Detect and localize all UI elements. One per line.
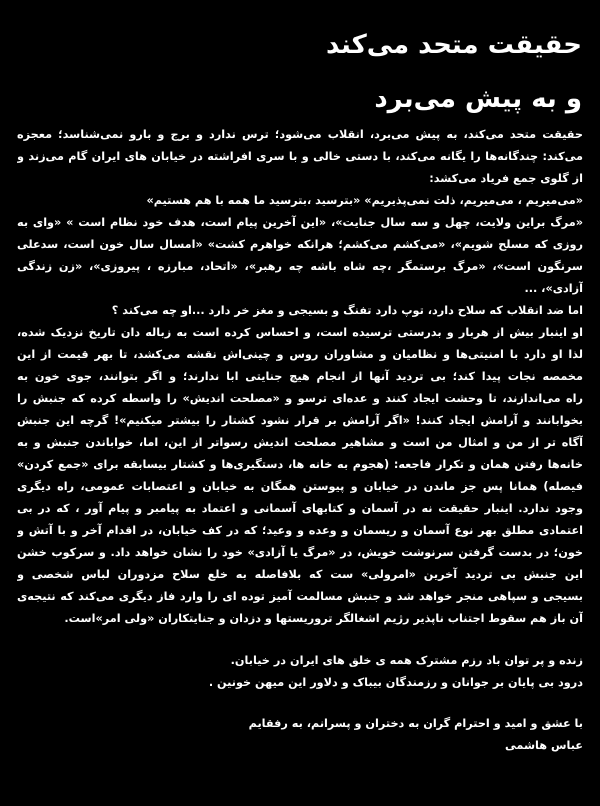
body-line: روزی که مسلح شویم»، «می‌کشم می‌کشم؛ هرانکه خواهرم کشت» «امسال سال خون است، سدعلی	[17, 238, 583, 251]
body-line: بخوابانند و آرامش ایجاد کنند! «اگر آرامش بر قرار نشود کشتار را بیشتر میکنیم»! گرچه این جنبش	[17, 414, 583, 427]
body-line: اما ضد انقلاب که سلاح دارد، توپ دارد تفنگ و بسیجی و مغز خر دارد ...او چه می‌کند ؟	[111, 304, 583, 317]
body-line: آگاه تر از من و امثال من است و مشاهیر مصلحت اندیش رسواتر از این، اما، خواباندن جنبش و به	[17, 436, 583, 449]
body-line: «می‌میریم ، می‌میریم، ذلت نمی‌پذیریم» «بترسید ،بترسید ما همه با هم هستیم»	[146, 194, 583, 207]
body-line: از گلوی جمع فریاد می‌کشد:	[429, 172, 583, 185]
body-line: «مرگ براین ولایت، چهل و سه سال جنایت»، «این آخرین پیام است، هدف خود نظام است » «وای به	[17, 216, 583, 229]
body-line: سرنگون است»، «مرگ برستمگر ،چه شاه باشه چه رهبر»، «اتحاد، مبارزه ، پیروزی»، «زن زندگی	[17, 260, 583, 273]
signature-block	[17, 713, 583, 757]
headline-line-2: و به پیش می‌برد	[374, 84, 582, 114]
article-body	[17, 124, 583, 757]
body-line: وجود ندارد. اینبار حقیقت نه در آسمان و کتابهای آسمانی و اعتماد به پیامبر و پیام آور ، که در بی	[17, 502, 583, 515]
body-line: راه می‌اندازند، تا وحشت ایجاد کنند و عده‌ای ترسو و «مصلحت اندیش» را واسطه کرده که جنبش را	[17, 392, 583, 405]
body-line: آزادی»، ...	[524, 282, 583, 295]
body-line: خانه‌ها رفتن همان و تکرار فاجعه: (هجوم به خانه ها، دستگیری‌ها و کشتار بیسابقه برای «جمع کردن»	[17, 458, 583, 471]
body-line: خون؛ در بدست گرفتن سرنوشت خویش، در «مرگ یا آزادی» خود را نشان خواهد داد. و سرکوب خشن	[17, 546, 583, 559]
body-line: حقیقت متحد می‌کند، به پیش می‌برد، انقلاب می‌شود؛ ترس ندارد و برج و بارو نمی‌شناسد؛ معجزه	[17, 128, 583, 141]
body-line: مخمصه نجات پیدا کند؛ بی تردید آنها از انجام هیچ جنایتی ابا ندارند؛ و اگر بتوانند، جوی خون به	[17, 370, 583, 383]
dedication-line: با عشق و امید و احترام گران به دختران و پسرانم، به رفقایم	[248, 717, 583, 730]
body-line: لذا او دارد با امنیتی‌ها و نظامیان و مشاوران روس و چینی‌اش نقشه می‌کشد، تا بهر قیمت از این	[17, 348, 583, 361]
body-line: اعتمادی مطلق بهر نوع آسمان و ریسمان و وعده و وعید؛ که در کف خیابان، در اقدام آخر و با آتش و	[17, 524, 583, 537]
headline-line-1: حقیقت متحد می‌کند	[325, 30, 582, 60]
body-line: می‌کند: چندگانه‌ها را یگانه می‌کند، با دستی خالی و با سری افراشته در خیابان های ایران گام می‌زند و	[17, 150, 583, 163]
body-line: آن باز هم سقوط اجتناب ناپذیر رژیم اشغالگر تروریستها و دزدان و جنایتکاران «ولی امر»است.	[64, 612, 583, 625]
body-line: بسیجی و سپاهی منجر خواهد شد و جنبش مسالمت آمیز توده ای را وارد فاز دیگری می‌کند که نتیجه‌ی	[17, 590, 583, 603]
closing-slogans	[17, 650, 583, 694]
article-paragraphs	[17, 124, 583, 630]
body-line: او اینبار بیش از هربار و بدرستی ترسیده است، و احساس کرده است به زباله دان تاریخ نزدیک شده،	[17, 326, 583, 339]
headline	[18, 18, 582, 126]
closing-line: زنده و پر توان باد رزم مشترک همه ی خلق های ایران در خیابان.	[230, 654, 583, 667]
closing-line: درود بی پایان بر جوانان و رزمندگان بیباک و دلاور این میهن خونین .	[208, 676, 583, 689]
body-line: این جنبش بی تردید آخرین «امرولی» ست که بلافاصله به خلع سلاح مزدوران لباس شخصی و	[17, 568, 583, 581]
body-line: فیصله) همانا پس جز ماندن در خیابان و پیوستن همگان به خیابان و اعتصابات عمومی، راه دیگری	[17, 480, 583, 493]
author-signature: عباس هاشمی	[505, 739, 583, 752]
